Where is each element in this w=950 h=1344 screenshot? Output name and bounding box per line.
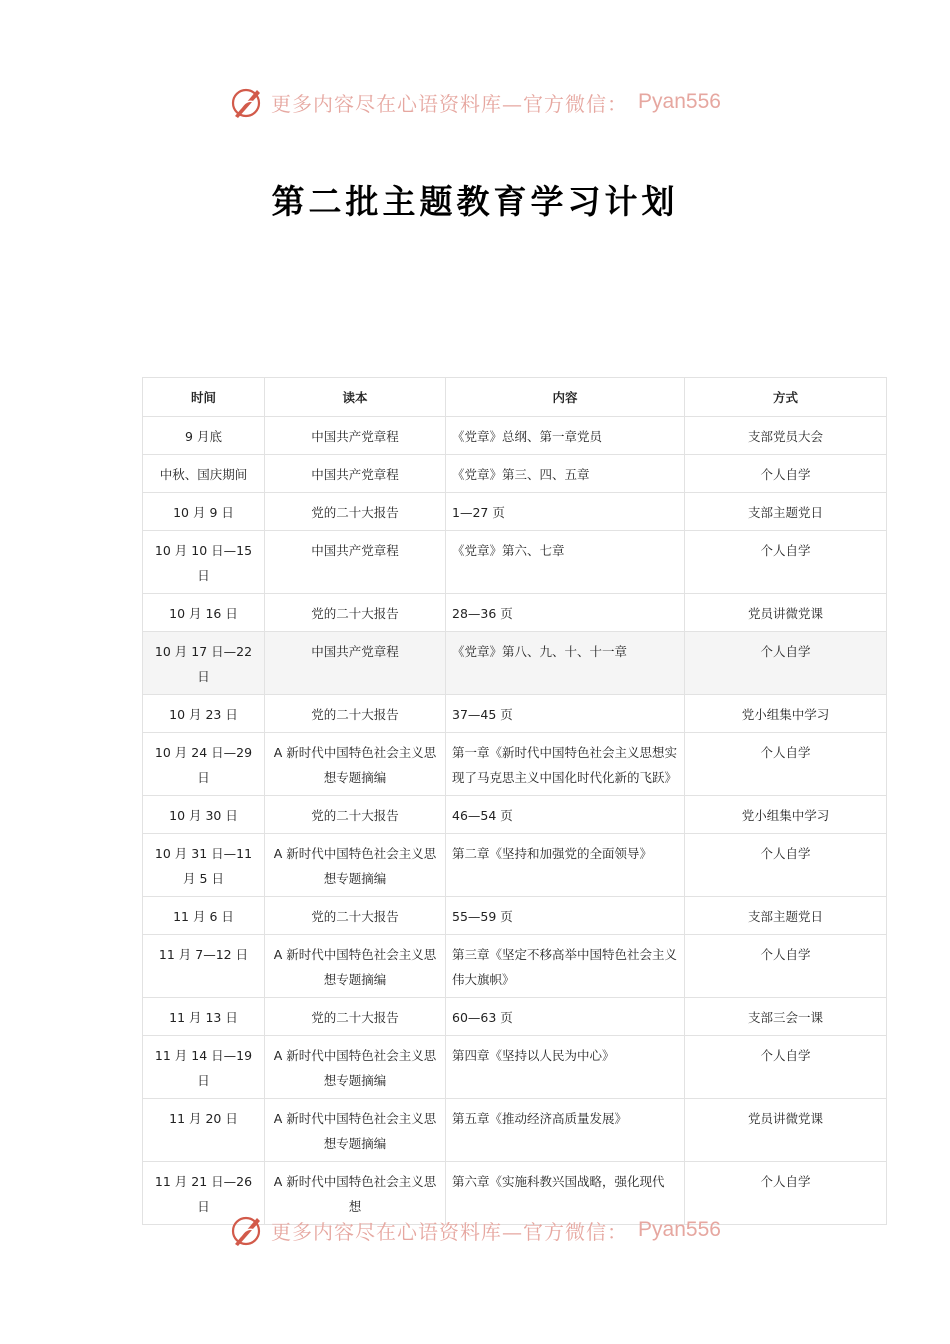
table-row bbox=[143, 695, 887, 733]
cell-content: 第三章《坚定不移高举中国特色社会主义伟大旗帜》 bbox=[446, 935, 685, 998]
table-row bbox=[143, 935, 887, 998]
cell-mode: 党小组集中学习 bbox=[685, 695, 887, 733]
cell-mode: 党小组集中学习 bbox=[685, 796, 887, 834]
cell-book: A 新时代中国特色社会主义思想专题摘编 bbox=[265, 1099, 446, 1162]
cell-time: 10 月 17 日—22 日 bbox=[143, 632, 265, 695]
watermark-text: 更多内容尽在心语资料库—官方微信： bbox=[271, 1219, 629, 1244]
cell-mode: 支部党员大会 bbox=[685, 417, 887, 455]
cell-book: 党的二十大报告 bbox=[265, 796, 446, 834]
cell-book: 中国共产党章程 bbox=[265, 455, 446, 493]
cell-mode: 个人自学 bbox=[685, 834, 887, 897]
header-content: 内容 bbox=[446, 378, 685, 417]
table-row bbox=[143, 897, 887, 935]
cell-content: 28—36 页 bbox=[446, 594, 685, 632]
cell-content: 第二章《坚持和加强党的全面领导》 bbox=[446, 834, 685, 897]
cell-time: 9 月底 bbox=[143, 417, 265, 455]
cell-book: 中国共产党章程 bbox=[265, 417, 446, 455]
cell-book: A 新时代中国特色社会主义思想 bbox=[265, 1162, 446, 1225]
header-time: 时间 bbox=[143, 378, 265, 417]
cell-book: A 新时代中国特色社会主义思想专题摘编 bbox=[265, 1036, 446, 1099]
header-mode: 方式 bbox=[685, 378, 887, 417]
cell-mode: 个人自学 bbox=[685, 935, 887, 998]
cell-content: 第五章《推动经济高质量发展》 bbox=[446, 1099, 685, 1162]
table-row bbox=[143, 455, 887, 493]
watermark-code: Pyan556 bbox=[638, 1218, 721, 1241]
cell-mode: 个人自学 bbox=[685, 455, 887, 493]
table-row bbox=[143, 417, 887, 455]
cell-book: 党的二十大报告 bbox=[265, 594, 446, 632]
cell-content: 《党章》第八、九、十、十一章 bbox=[446, 632, 685, 695]
cell-book: 党的二十大报告 bbox=[265, 897, 446, 935]
cell-content: 第六章《实施科教兴国战略，强化现代 bbox=[446, 1162, 685, 1225]
cell-book: 中国共产党章程 bbox=[265, 531, 446, 594]
cell-time: 11 月 20 日 bbox=[143, 1099, 265, 1162]
cell-mode: 支部主题党日 bbox=[685, 897, 887, 935]
cell-book: A 新时代中国特色社会主义思想专题摘编 bbox=[265, 935, 446, 998]
table-row bbox=[143, 632, 887, 695]
cell-mode: 个人自学 bbox=[685, 1162, 887, 1225]
cell-mode: 个人自学 bbox=[685, 1036, 887, 1099]
cell-mode: 个人自学 bbox=[685, 531, 887, 594]
table-header-row bbox=[143, 378, 887, 417]
cell-book: 党的二十大报告 bbox=[265, 493, 446, 531]
cell-time: 10 月 10 日—15 日 bbox=[143, 531, 265, 594]
cell-time: 10 月 9 日 bbox=[143, 493, 265, 531]
cell-content: 《党章》第六、七章 bbox=[446, 531, 685, 594]
table-row bbox=[143, 733, 887, 796]
cell-content: 《党章》第三、四、五章 bbox=[446, 455, 685, 493]
table-row bbox=[143, 493, 887, 531]
cell-time: 10 月 30 日 bbox=[143, 796, 265, 834]
cell-mode: 个人自学 bbox=[685, 632, 887, 695]
cell-time: 中秋、国庆期间 bbox=[143, 455, 265, 493]
study-plan-table bbox=[142, 377, 887, 1225]
watermark-header bbox=[0, 84, 950, 120]
table-row bbox=[143, 1099, 887, 1162]
cell-book: A 新时代中国特色社会主义思想专题摘编 bbox=[265, 733, 446, 796]
cell-content: 60—63 页 bbox=[446, 998, 685, 1036]
cell-time: 11 月 14 日—19 日 bbox=[143, 1036, 265, 1099]
cell-time: 11 月 6 日 bbox=[143, 897, 265, 935]
watermark-code: Pyan556 bbox=[638, 90, 721, 113]
cell-content: 37—45 页 bbox=[446, 695, 685, 733]
header-book: 读本 bbox=[265, 378, 446, 417]
cell-time: 11 月 21 日—26 日 bbox=[143, 1162, 265, 1225]
cell-content: 《党章》总纲、第一章党员 bbox=[446, 417, 685, 455]
cell-time: 10 月 23 日 bbox=[143, 695, 265, 733]
table-row bbox=[143, 1036, 887, 1099]
watermark-footer bbox=[0, 1212, 950, 1248]
cell-book: 中国共产党章程 bbox=[265, 632, 446, 695]
page-title: 第二批主题教育学习计划 bbox=[271, 182, 679, 221]
cell-mode: 个人自学 bbox=[685, 733, 887, 796]
cell-mode: 支部主题党日 bbox=[685, 493, 887, 531]
cell-book: 党的二十大报告 bbox=[265, 695, 446, 733]
watermark-text: 更多内容尽在心语资料库—官方微信： bbox=[271, 91, 629, 116]
cell-time: 10 月 31 日—11 月 5 日 bbox=[143, 834, 265, 897]
cell-time: 10 月 16 日 bbox=[143, 594, 265, 632]
pen-logo-icon bbox=[229, 1212, 265, 1248]
cell-time: 11 月 7—12 日 bbox=[143, 935, 265, 998]
cell-content: 55—59 页 bbox=[446, 897, 685, 935]
cell-content: 46—54 页 bbox=[446, 796, 685, 834]
cell-mode: 党员讲微党课 bbox=[685, 1099, 887, 1162]
cell-time: 10 月 24 日—29 日 bbox=[143, 733, 265, 796]
cell-content: 第四章《坚持以人民为中心》 bbox=[446, 1036, 685, 1099]
cell-content: 1—27 页 bbox=[446, 493, 685, 531]
pen-logo-icon bbox=[229, 84, 265, 120]
cell-mode: 党员讲微党课 bbox=[685, 594, 887, 632]
cell-mode: 支部三会一课 bbox=[685, 998, 887, 1036]
cell-book: A 新时代中国特色社会主义思想专题摘编 bbox=[265, 834, 446, 897]
table-row bbox=[143, 796, 887, 834]
cell-book: 党的二十大报告 bbox=[265, 998, 446, 1036]
table-row bbox=[143, 594, 887, 632]
table-row bbox=[143, 834, 887, 897]
table-row bbox=[143, 531, 887, 594]
cell-content: 第一章《新时代中国特色社会主义思想实现了马克思主义中国化时代化新的飞跃》 bbox=[446, 733, 685, 796]
cell-time: 11 月 13 日 bbox=[143, 998, 265, 1036]
table-row bbox=[143, 998, 887, 1036]
